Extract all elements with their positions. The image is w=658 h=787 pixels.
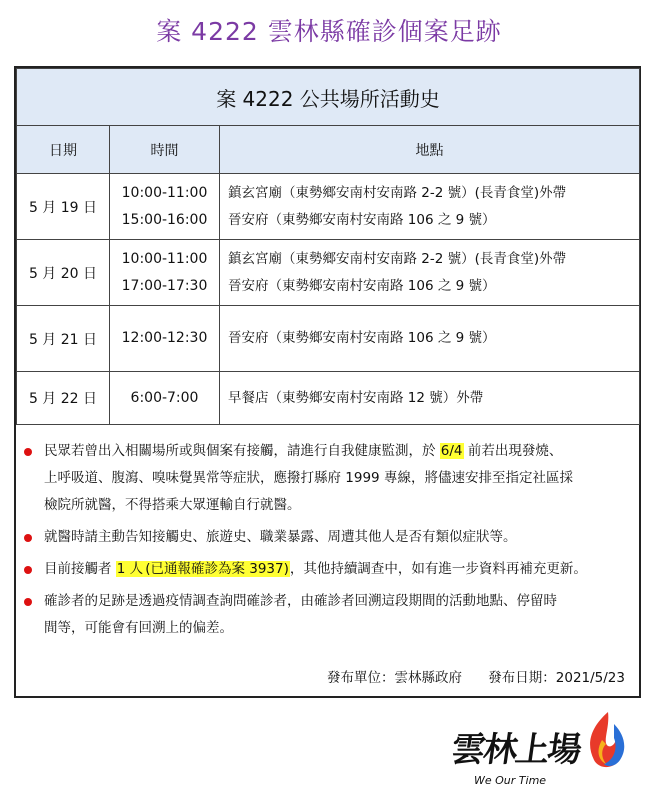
time-slot: 17:00-17:30 <box>121 277 208 294</box>
note-text: 確診者的足跡是透過疫情調查詢問確診者，由確診者回溯這段期間的活動地點、停留時 <box>44 593 557 609</box>
bullet-icon <box>24 598 32 606</box>
row-date: 5 月 20 日 <box>17 240 110 306</box>
note-text: 就醫時請主動告知接觸史、旅遊史、職業暴露、周遭其他人是否有類似症狀等。 <box>44 529 517 545</box>
header-time: 時間 <box>110 126 220 174</box>
row-times <box>110 372 220 425</box>
bullet-icon <box>24 448 32 456</box>
row-date: 5 月 22 日 <box>17 372 110 425</box>
row-places <box>220 372 640 425</box>
table-caption: 案 4222 公共場所活動史 <box>17 69 640 126</box>
logo-wordmark: 雲林上場 <box>448 730 583 770</box>
row-times <box>110 174 220 240</box>
row-times <box>110 306 220 372</box>
place-entry: 晉安府（東勢鄉安南村安南路 106 之 9 號） <box>228 211 496 228</box>
publisher: 發布單位：雲林縣政府 <box>326 670 462 686</box>
time-slot: 10:00-11:00 <box>121 250 208 267</box>
note-text: 前若出現發燒、 <box>467 443 563 459</box>
bullet-icon <box>24 534 32 542</box>
highlight-count: 1 人 <box>116 561 144 577</box>
place-entry: 晉安府（東勢鄉安南村安南路 106 之 9 號） <box>228 277 496 294</box>
note-text: 檢院所就醫，不得搭乘大眾運輸自行就醫。 <box>44 497 301 513</box>
highlight-case: (已通報確診為案 3937) <box>145 561 289 577</box>
note-text: ，其他持續調查中，如有進一步資料再補充更新。 <box>289 561 587 577</box>
note-text: 民眾若曾出入相關場所或與個案有接觸，請進行自我健康監測，於 <box>44 443 436 459</box>
note-text: 上呼吸道、腹瀉、嗅味覺異常等症狀，應撥打縣府 1999 專線，將儘速安排至指定社區採 <box>44 470 573 486</box>
bullet-icon <box>24 566 32 574</box>
place-entry: 鎮玄宮廟（東勢鄉安南村安南路 2-2 號）(長青食堂)外帶 <box>228 250 567 267</box>
time-slot: 10:00-11:00 <box>121 184 208 201</box>
header-place: 地點 <box>220 126 640 174</box>
logo-tagline: We Our Time <box>474 774 547 787</box>
row-places <box>220 174 640 240</box>
table-row <box>17 174 640 240</box>
note-text: 間等，可能會有回溯上的偏差。 <box>44 620 233 636</box>
flame-icon <box>580 710 630 772</box>
notes-list <box>16 432 639 647</box>
note-item <box>24 524 625 551</box>
county-logo <box>448 708 632 787</box>
table-row <box>17 306 640 372</box>
header-date: 日期 <box>17 126 110 174</box>
footer-info <box>327 666 625 686</box>
activity-table <box>16 68 640 425</box>
time-slot: 12:00-12:30 <box>121 330 208 346</box>
page-title: 案 4222 雲林縣確診個案足跡 <box>156 17 502 46</box>
publish-date: 發布日期：2021/5/23 <box>488 670 625 686</box>
row-date: 5 月 19 日 <box>17 174 110 240</box>
place-entry: 鎮玄宮廟（東勢鄉安南村安南路 2-2 號）(長青食堂)外帶 <box>228 184 567 201</box>
row-date: 5 月 21 日 <box>17 306 110 372</box>
note-item <box>24 438 625 519</box>
note-text: 目前接觸者 <box>44 561 112 577</box>
highlight-date: 6/4 <box>440 443 463 459</box>
row-times <box>110 240 220 306</box>
place-entry: 早餐店（東勢鄉安南村安南路 12 號）外帶 <box>228 389 484 406</box>
row-places <box>220 306 640 372</box>
table-row <box>17 372 640 425</box>
table-row <box>17 240 640 306</box>
place-entry: 晉安府（東勢鄉安南村安南路 106 之 9 號） <box>228 330 496 346</box>
time-slot: 15:00-16:00 <box>121 211 208 228</box>
footprint-card <box>14 66 641 698</box>
note-item <box>24 588 625 642</box>
note-item <box>24 556 625 583</box>
row-places <box>220 240 640 306</box>
time-slot: 6:00-7:00 <box>130 389 199 406</box>
